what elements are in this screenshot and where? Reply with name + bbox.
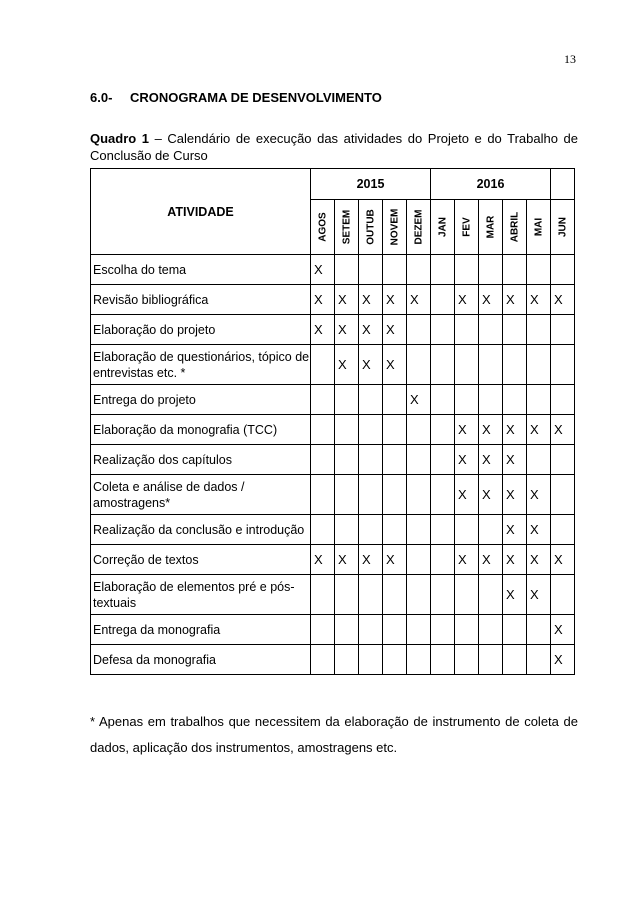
month-label: OUTUB [365, 209, 376, 245]
schedule-mark-cell [551, 255, 575, 285]
activity-cell: Elaboração da monografia (TCC) [91, 415, 311, 445]
schedule-mark-cell [503, 255, 527, 285]
month-label: JAN [437, 216, 448, 238]
table-row [91, 615, 575, 645]
activity-cell: Coleta e análise de dados / amostragens* [91, 475, 311, 515]
schedule-mark-cell: X [551, 645, 575, 675]
schedule-mark-cell [479, 385, 503, 415]
schedule-mark-cell [335, 475, 359, 515]
table-row [91, 315, 575, 345]
schedule-mark-cell [311, 645, 335, 675]
schedule-mark-cell: X [479, 415, 503, 445]
schedule-mark-cell [359, 415, 383, 445]
schedule-mark-cell [335, 515, 359, 545]
schedule-mark-cell [527, 615, 551, 645]
schedule-mark-cell: X [383, 285, 407, 315]
schedule-mark-cell [527, 385, 551, 415]
schedule-mark-cell: X [479, 445, 503, 475]
month-label: FEV [461, 217, 472, 237]
section-heading [90, 90, 382, 105]
activity-cell: Defesa da monografia [91, 645, 311, 675]
schedule-mark-cell [455, 255, 479, 285]
schedule-mark-cell: X [383, 345, 407, 385]
schedule-mark-cell [431, 475, 455, 515]
caption-text: – Calendário de execução das atividades do Projeto e do Trabalho de Conclusão de Curso [90, 131, 578, 163]
schedule-mark-cell: X [455, 285, 479, 315]
schedule-mark-cell: X [407, 285, 431, 315]
schedule-mark-cell: X [503, 515, 527, 545]
activity-cell: Realização da conclusão e introdução [91, 515, 311, 545]
schedule-mark-cell [551, 575, 575, 615]
schedule-mark-cell [431, 315, 455, 345]
schedule-mark-cell: X [335, 285, 359, 315]
schedule-mark-cell: X [551, 285, 575, 315]
schedule-mark-cell [479, 575, 503, 615]
table-row [91, 545, 575, 575]
month-header [551, 200, 575, 255]
schedule-mark-cell [431, 645, 455, 675]
schedule-mark-cell [551, 315, 575, 345]
schedule-mark-cell: X [479, 475, 503, 515]
schedule-mark-cell: X [503, 575, 527, 615]
schedule-mark-cell [527, 445, 551, 475]
schedule-mark-cell: X [479, 545, 503, 575]
schedule-mark-cell [407, 575, 431, 615]
month-label: DEZEM [413, 209, 424, 245]
schedule-mark-cell [311, 475, 335, 515]
schedule-body [91, 255, 575, 675]
schedule-mark-cell [551, 475, 575, 515]
schedule-mark-cell [359, 575, 383, 615]
schedule-mark-cell [311, 445, 335, 475]
month-header [407, 200, 431, 255]
schedule-mark-cell [383, 515, 407, 545]
schedule-mark-cell [335, 445, 359, 475]
schedule-mark-cell: X [527, 475, 551, 515]
schedule-mark-cell [407, 445, 431, 475]
schedule-mark-cell [503, 385, 527, 415]
schedule-mark-cell: X [311, 285, 335, 315]
schedule-mark-cell: X [551, 545, 575, 575]
month-header [431, 200, 455, 255]
year-2016-header: 2016 [431, 169, 551, 200]
table-row [91, 645, 575, 675]
footnote: * Apenas em trabalhos que necessitem da elaboração de instrumento de coleta de dados, aplicação dos instrumentos, amostragens etc. [90, 714, 578, 755]
schedule-mark-cell [311, 515, 335, 545]
schedule-mark-cell [479, 315, 503, 345]
schedule-mark-cell: X [383, 545, 407, 575]
table-row [91, 475, 575, 515]
month-header [359, 200, 383, 255]
table-row [91, 445, 575, 475]
activity-cell: Escolha do tema [91, 255, 311, 285]
schedule-table [90, 168, 575, 675]
schedule-mark-cell: X [455, 545, 479, 575]
schedule-mark-cell [335, 415, 359, 445]
schedule-mark-cell: X [503, 415, 527, 445]
schedule-mark-cell: X [311, 255, 335, 285]
schedule-mark-cell [431, 615, 455, 645]
schedule-mark-cell [335, 255, 359, 285]
schedule-mark-cell [335, 385, 359, 415]
activity-cell: Elaboração de elementos pré e pós-textuais [91, 575, 311, 615]
schedule-mark-cell: X [527, 415, 551, 445]
schedule-mark-cell [527, 345, 551, 385]
schedule-mark-cell [455, 515, 479, 545]
schedule-mark-cell: X [551, 415, 575, 445]
schedule-mark-cell [311, 615, 335, 645]
section-title: CRONOGRAMA DE DESENVOLVIMENTO [130, 90, 382, 105]
schedule-mark-cell: X [359, 345, 383, 385]
schedule-mark-cell [383, 445, 407, 475]
schedule-mark-cell [407, 415, 431, 445]
schedule-mark-cell [431, 345, 455, 385]
schedule-mark-cell [479, 345, 503, 385]
table-row [91, 575, 575, 615]
schedule-mark-cell [431, 285, 455, 315]
schedule-mark-cell: X [359, 285, 383, 315]
schedule-mark-cell: X [311, 315, 335, 345]
schedule-mark-cell [479, 615, 503, 645]
month-label: AGOS [317, 212, 328, 242]
schedule-mark-cell [311, 345, 335, 385]
section-number: 6.0- [90, 90, 113, 105]
schedule-mark-cell: X [551, 615, 575, 645]
year-empty-cell [551, 169, 575, 200]
schedule-mark-cell [479, 255, 503, 285]
schedule-mark-cell [407, 515, 431, 545]
schedule-mark-cell [503, 345, 527, 385]
schedule-mark-cell [551, 515, 575, 545]
schedule-mark-cell: X [359, 545, 383, 575]
schedule-mark-cell [311, 385, 335, 415]
activity-cell: Realização dos capítulos [91, 445, 311, 475]
schedule-mark-cell: X [383, 315, 407, 345]
month-label: SETEM [341, 209, 352, 245]
table-row [91, 385, 575, 415]
activity-cell: Entrega do projeto [91, 385, 311, 415]
month-label: NOVEM [389, 208, 400, 246]
table-row [91, 285, 575, 315]
schedule-mark-cell: X [335, 345, 359, 385]
month-label: MAI [533, 217, 544, 237]
schedule-mark-cell [335, 645, 359, 675]
schedule-mark-cell [383, 475, 407, 515]
activity-cell: Revisão bibliográfica [91, 285, 311, 315]
schedule-mark-cell [359, 515, 383, 545]
schedule-mark-cell [383, 385, 407, 415]
schedule-mark-cell [431, 545, 455, 575]
schedule-mark-cell [455, 615, 479, 645]
schedule-mark-cell [359, 645, 383, 675]
schedule-mark-cell [407, 545, 431, 575]
schedule-mark-cell [455, 645, 479, 675]
schedule-mark-cell: X [503, 545, 527, 575]
schedule-mark-cell [359, 385, 383, 415]
schedule-mark-cell: X [479, 285, 503, 315]
header-row-years [91, 169, 575, 200]
schedule-mark-cell [431, 385, 455, 415]
table-row [91, 515, 575, 545]
schedule-mark-cell [407, 345, 431, 385]
schedule-mark-cell [431, 575, 455, 615]
month-header [455, 200, 479, 255]
schedule-mark-cell [335, 615, 359, 645]
month-label: JUN [557, 216, 568, 238]
schedule-mark-cell [431, 415, 455, 445]
schedule-mark-cell [455, 345, 479, 385]
schedule-mark-cell: X [335, 545, 359, 575]
year-2015-header: 2015 [311, 169, 431, 200]
table-row [91, 345, 575, 385]
activity-cell: Elaboração de questionários, tópico de entrevistas etc. * [91, 345, 311, 385]
schedule-mark-cell: X [359, 315, 383, 345]
table-row [91, 415, 575, 445]
schedule-mark-cell [527, 315, 551, 345]
schedule-mark-cell [407, 645, 431, 675]
schedule-mark-cell [359, 255, 383, 285]
schedule-mark-cell [479, 645, 503, 675]
schedule-mark-cell [311, 415, 335, 445]
schedule-mark-cell [407, 255, 431, 285]
schedule-mark-cell [527, 645, 551, 675]
month-label: MAR [485, 215, 496, 239]
activity-header: ATIVIDADE [91, 169, 311, 255]
schedule-mark-cell [407, 315, 431, 345]
schedule-mark-cell [383, 575, 407, 615]
month-label: ABRIL [509, 211, 520, 243]
schedule-mark-cell: X [527, 285, 551, 315]
schedule-mark-cell [479, 515, 503, 545]
schedule-mark-cell: X [503, 285, 527, 315]
schedule-mark-cell [359, 615, 383, 645]
month-header [527, 200, 551, 255]
activity-cell: Correção de textos [91, 545, 311, 575]
schedule-mark-cell [359, 445, 383, 475]
schedule-mark-cell [311, 575, 335, 615]
schedule-mark-cell [383, 255, 407, 285]
schedule-mark-cell [527, 255, 551, 285]
month-header [311, 200, 335, 255]
month-header [479, 200, 503, 255]
schedule-mark-cell [431, 515, 455, 545]
schedule-mark-cell [335, 575, 359, 615]
schedule-mark-cell [503, 615, 527, 645]
schedule-mark-cell [455, 315, 479, 345]
schedule-mark-cell [503, 315, 527, 345]
schedule-mark-cell: X [311, 545, 335, 575]
schedule-mark-cell [383, 415, 407, 445]
month-header [503, 200, 527, 255]
caption-label: Quadro 1 [90, 131, 150, 146]
schedule-mark-cell: X [527, 545, 551, 575]
schedule-mark-cell [455, 575, 479, 615]
schedule-mark-cell: X [527, 575, 551, 615]
schedule-mark-cell [359, 475, 383, 515]
schedule-mark-cell [431, 445, 455, 475]
schedule-mark-cell: X [455, 475, 479, 515]
schedule-mark-cell [455, 385, 479, 415]
schedule-mark-cell: X [335, 315, 359, 345]
month-header [383, 200, 407, 255]
table-row [91, 255, 575, 285]
activity-cell: Elaboração do projeto [91, 315, 311, 345]
schedule-mark-cell: X [455, 415, 479, 445]
month-header [335, 200, 359, 255]
schedule-mark-cell [407, 475, 431, 515]
schedule-mark-cell: X [503, 445, 527, 475]
activity-cell: Entrega da monografia [91, 615, 311, 645]
schedule-mark-cell: X [527, 515, 551, 545]
schedule-mark-cell: X [503, 475, 527, 515]
schedule-mark-cell [503, 645, 527, 675]
schedule-mark-cell [407, 615, 431, 645]
schedule-mark-cell: X [455, 445, 479, 475]
schedule-mark-cell: X [407, 385, 431, 415]
table-caption [90, 130, 578, 164]
page-number: 13 [564, 52, 576, 66]
schedule-mark-cell [383, 615, 407, 645]
schedule-mark-cell [383, 645, 407, 675]
schedule-mark-cell [551, 445, 575, 475]
schedule-mark-cell [551, 385, 575, 415]
schedule-mark-cell [431, 255, 455, 285]
schedule-mark-cell [551, 345, 575, 385]
